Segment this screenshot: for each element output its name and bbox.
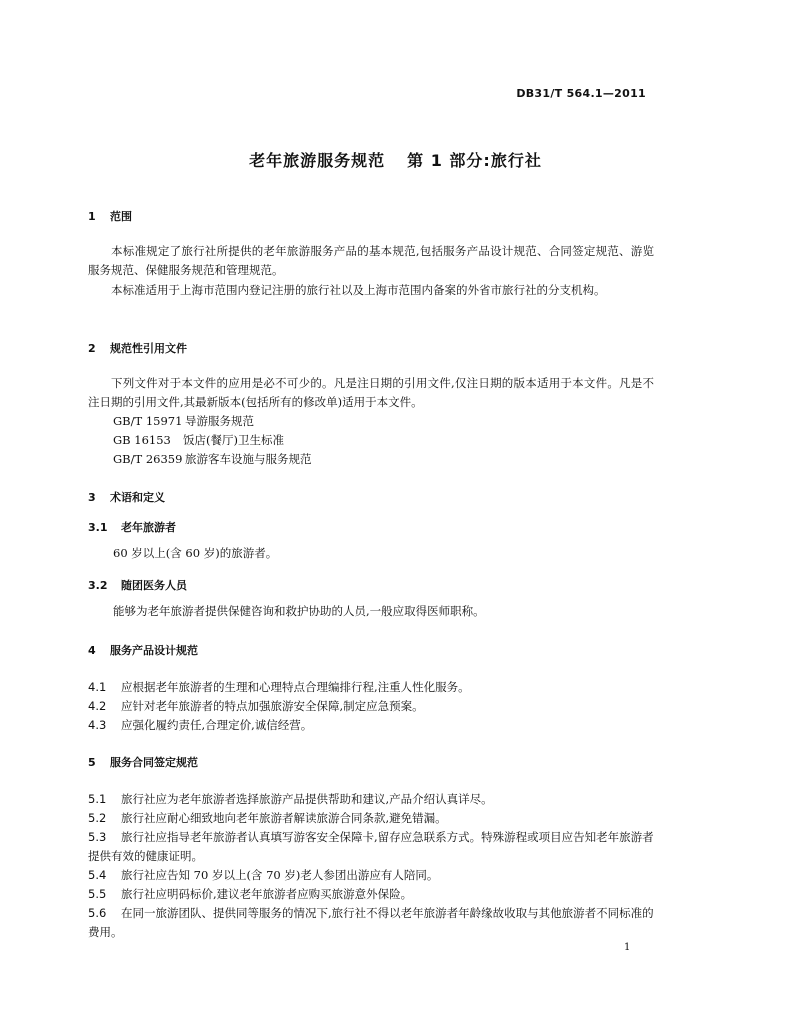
document-title	[0, 148, 791, 171]
clause-text: 在同一旅游团队、提供同等服务的情况下,旅行社不得以老年旅游者年龄缘故收取与其他旅游者不同标准的费用。	[88, 906, 654, 939]
section-title: 规范性引用文件	[110, 342, 187, 355]
clause-number: 5.4	[88, 868, 107, 882]
clause-number: 5.1	[88, 792, 107, 806]
clause-item	[88, 866, 654, 885]
term-name: 老年旅游者	[121, 521, 176, 534]
reference-name: 旅游客车设施与服务规范	[185, 452, 312, 466]
section-number: 5	[88, 756, 96, 769]
reference-item	[88, 431, 679, 450]
reference-name: 导游服务规范	[185, 414, 254, 428]
clause-item	[88, 790, 654, 809]
section-number: 1	[88, 210, 96, 223]
clause-number: 4.3	[88, 718, 107, 732]
term-number: 3.2	[88, 579, 108, 592]
term-heading	[88, 576, 654, 595]
reference-code: GB/T 26359	[113, 452, 183, 466]
clause-text: 旅行社应为老年旅游者选择旅游产品提供帮助和建议,产品介绍认真详尽。	[121, 792, 493, 806]
page-number: 1	[624, 942, 631, 953]
standard-code: DB31/T 564.1—2011	[516, 87, 646, 100]
clause-number: 5.2	[88, 811, 107, 825]
section-2-paragraph: 下列文件对于本文件的应用是必不可少的。凡是注日期的引用文件,仅注日期的版本适用于本文件。凡是不注日期的引用文件,其最新版本(包括所有的修改单)适用于本文件。	[88, 376, 654, 409]
term-heading	[88, 518, 654, 537]
clause-item	[88, 697, 654, 716]
reference-code: GB/T 15971	[113, 414, 183, 428]
clause-text: 旅行社应明码标价,建议老年旅游者应购买旅游意外保险。	[121, 887, 413, 901]
section-1-paragraph-2: 本标准适用于上海市范围内登记注册的旅行社以及上海市范围内备案的外省市旅行社的分支机构。	[111, 283, 606, 297]
clause-number: 4.1	[88, 680, 107, 694]
clause-text: 旅行社应告知 70 岁以上(含 70 岁)老人参团出游应有人陪同。	[121, 868, 439, 882]
section-number: 2	[88, 342, 96, 355]
clause-item	[88, 828, 654, 866]
clause-text: 应根据老年旅游者的生理和心理特点合理编排行程,注重人性化服务。	[121, 680, 470, 694]
term-name: 随团医务人员	[121, 579, 187, 592]
title-main: 老年旅游服务规范	[249, 151, 386, 170]
clause-number: 5.6	[88, 906, 107, 920]
term-number: 3.1	[88, 521, 108, 534]
section-3-heading	[88, 488, 654, 507]
section-number: 3	[88, 491, 96, 504]
title-part: 第 1 部分:旅行社	[407, 151, 542, 170]
reference-item	[88, 450, 679, 469]
section-title: 术语和定义	[110, 491, 165, 504]
section-1-heading	[88, 207, 654, 226]
reference-name: 饭店(餐厅)卫生标准	[183, 433, 284, 447]
clause-text: 旅行社应耐心细致地向老年旅游者解读旅游合同条款,避免错漏。	[121, 811, 447, 825]
term-definition: 60 岁以上(含 60 岁)的旅游者。	[113, 546, 278, 560]
clause-item	[88, 678, 654, 697]
section-4-heading	[88, 641, 654, 660]
reference-item	[88, 412, 679, 431]
section-title: 服务产品设计规范	[110, 644, 198, 657]
section-title: 服务合同签定规范	[110, 756, 198, 769]
reference-code: GB 16153	[113, 433, 171, 447]
term-definition: 能够为老年旅游者提供保健咨询和救护协助的人员,一般应取得医师职称。	[113, 604, 485, 618]
section-title: 范围	[110, 210, 132, 223]
clause-item	[88, 904, 654, 942]
clause-text: 应针对老年旅游者的特点加强旅游安全保障,制定应急预案。	[121, 699, 424, 713]
section-1-paragraph-1: 本标准规定了旅行社所提供的老年旅游服务产品的基本规范,包括服务产品设计规范、合同签定规范、游览服务规范、保健服务规范和管理规范。	[88, 244, 654, 277]
section-5-heading	[88, 753, 654, 772]
clause-item	[88, 716, 654, 735]
section-number: 4	[88, 644, 96, 657]
clause-text: 应强化履约责任,合理定价,诚信经营。	[121, 718, 313, 732]
clause-number: 5.3	[88, 830, 107, 844]
section-2-heading	[88, 339, 654, 358]
clause-number: 5.5	[88, 887, 107, 901]
clause-text: 旅行社应指导老年旅游者认真填写游客安全保障卡,留存应急联系方式。特殊游程或项目应告知老年旅游者提供有效的健康证明。	[88, 830, 654, 863]
clause-number: 4.2	[88, 699, 107, 713]
clause-item	[88, 809, 654, 828]
clause-item	[88, 885, 654, 904]
